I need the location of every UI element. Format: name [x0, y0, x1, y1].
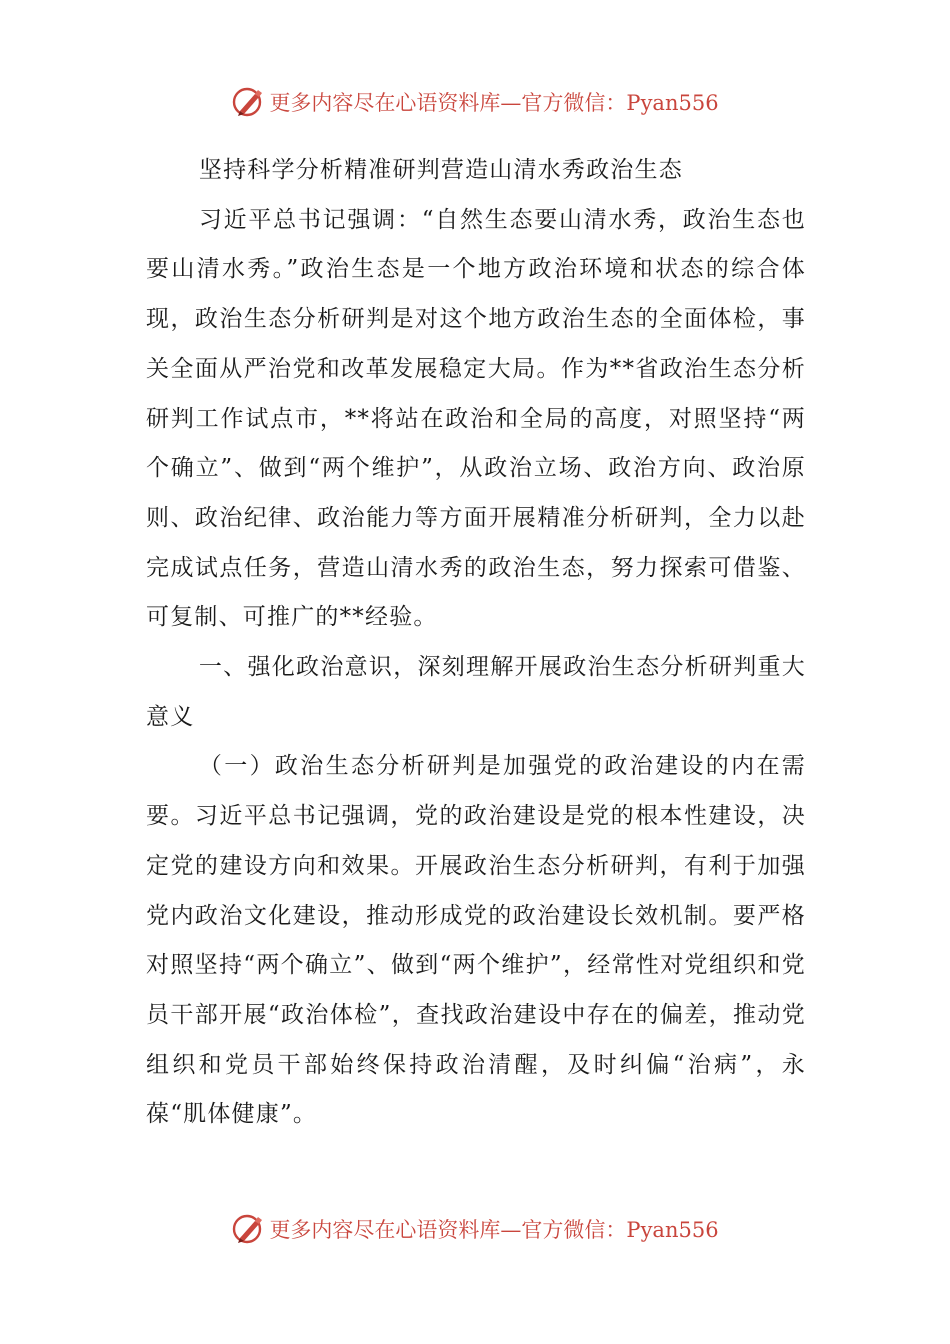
document-body [146, 146, 806, 1140]
section-heading-1: 一、强化政治意识，深刻理解开展政治生态分析研判重大意义 [146, 654, 806, 730]
pen-logo-icon [231, 1212, 265, 1246]
watermark-text-top: 更多内容尽在心语资料库—官方微信：Pyan556 [269, 91, 719, 115]
paragraph-section-1-1: （一）政治生态分析研判是加强党的政治建设的内在需要。习近平总书记强调，党的政治建设是党的根本性建设，决定党的建设方向和效果。开展政治生态分析研判，有利于加强党内政治文化建设，推动形成党的政治建设长效机制。要严格对照坚持“两个确立”、做到“两个维护”，经常性对党组织和党员干部开展“政治体检”，查找政治建设中存在的偏差，推动党组织和党员干部始终保持政治清醒，及时纠偏“治病”，永葆“肌体健康”。 [146, 753, 806, 1128]
watermark-banner-bottom [0, 1209, 950, 1249]
paragraph-intro: 习近平总书记强调：“自然生态要山清水秀，政治生态也要山清水秀。”政治生态是一个地方政治环境和状态的综合体现，政治生态分析研判是对这个地方政治生态的全面体检，事关全面从严治党和改革发展稳定大局。作为**省政治生态分析研判工作试点市，**将站在政治和全局的高度，对照坚持“两个确立”、做到“两个维护”，从政治立场、政治方向、政治原则、政治纪律、政治能力等方面开展精准分析研判，全力以赴完成试点任务，营造山清水秀的政治生态，努力探索可借鉴、可复制、可推广的**经验。 [146, 206, 806, 631]
watermark-banner-top [0, 82, 950, 122]
watermark-text-bottom: 更多内容尽在心语资料库—官方微信：Pyan556 [269, 1218, 719, 1242]
pen-logo-icon [231, 85, 265, 119]
document-title: 坚持科学分析精准研判营造山清水秀政治生态 [198, 157, 683, 183]
